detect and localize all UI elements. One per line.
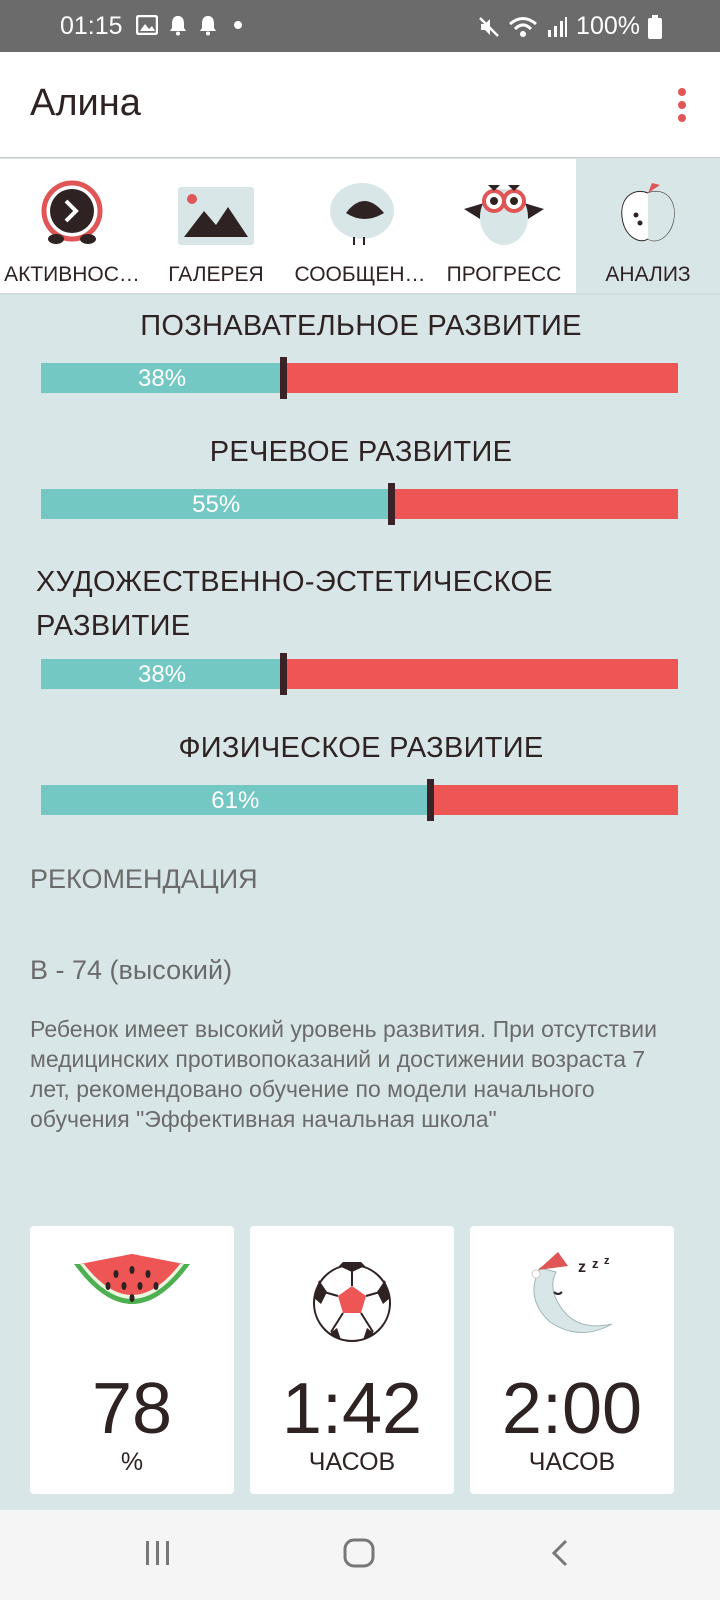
tab-messages[interactable] (288, 159, 432, 293)
progress-percent: 38% (137, 365, 187, 392)
page-title: Алина (30, 82, 141, 124)
bird-icon (324, 179, 400, 249)
recommendation-text: Ребенок имеет высокий уровень развития. При отсутствии медицинских противопоказаний и достижении возраста 7 лет, рекомендовано обучение по модели начального обучения "Эффективная начальная школа" (30, 1016, 657, 1132)
app-bar (0, 52, 720, 158)
svg-text:z: z (592, 1256, 599, 1271)
card-unit: ЧАСОВ (308, 1448, 396, 1476)
tab-bar (0, 159, 720, 295)
gallery-icon (178, 187, 254, 249)
image-notification-icon (136, 15, 158, 35)
card-sleep[interactable] (470, 1226, 674, 1494)
tab-label: АКТИВНОС… (4, 263, 140, 286)
tab-label: СООБЩЕН… (294, 263, 426, 286)
soccer-ball-icon (311, 1262, 393, 1344)
signal-icon (546, 16, 568, 38)
svg-text:z: z (578, 1259, 586, 1276)
tab-label: ПРОГРЕСС (446, 263, 562, 286)
progress-marker (427, 779, 434, 821)
progress-marker (388, 483, 395, 525)
progress-marker (280, 653, 287, 695)
tab-activity[interactable] (0, 159, 144, 293)
sleeping-moon-icon (520, 1248, 624, 1338)
owl-icon (460, 179, 548, 249)
status-bar (0, 0, 720, 52)
tab-progress[interactable] (432, 159, 576, 293)
system-nav-bar (0, 1510, 720, 1600)
recommendation-title: РЕКОМЕНДАЦИЯ (30, 864, 258, 894)
svg-text:z: z (604, 1255, 610, 1267)
tab-analysis[interactable] (576, 159, 720, 293)
mute-icon (478, 16, 500, 38)
card-value: 1:42 (281, 1369, 423, 1449)
more-menu-icon[interactable] (674, 88, 690, 124)
progress-percent: 55% (192, 491, 241, 518)
apple-icon (612, 179, 684, 251)
tab-label: ГАЛЕРЕЯ (168, 263, 264, 286)
card-activity[interactable] (250, 1226, 454, 1494)
progress-percent: 61% (211, 787, 260, 814)
back-icon[interactable] (548, 1538, 572, 1568)
progress-bar-artistic (41, 659, 678, 689)
bell-icon (168, 14, 188, 36)
progress-percent: 38% (137, 661, 187, 688)
card-unit: % (120, 1448, 144, 1476)
recommendation-score: В - 74 (высокий) (30, 955, 233, 985)
metric-title-speech: РЕЧЕВОЕ РАЗВИТИЕ (209, 436, 513, 468)
home-icon[interactable] (342, 1538, 376, 1568)
wifi-icon (508, 16, 538, 38)
bell-icon-2 (198, 14, 218, 36)
progress-bar-speech (41, 489, 678, 519)
metric-title-artistic: ХУДОЖЕСТВЕННО-ЭСТЕТИЧЕСКОЕ РАЗВИТИЕ (36, 566, 553, 642)
progress-bar-cognitive (41, 363, 678, 393)
battery-icon (648, 15, 662, 39)
progress-bar-physical (41, 785, 678, 815)
card-value: 2:00 (501, 1369, 643, 1449)
card-nutrition[interactable] (30, 1226, 234, 1494)
battery-percent: 100% (576, 12, 640, 40)
progress-marker (280, 357, 287, 399)
metric-title-cognitive: ПОЗНАВАТЕЛЬНОЕ РАЗВИТИЕ (140, 310, 582, 342)
card-unit: ЧАСОВ (528, 1448, 616, 1476)
clock-icon (36, 179, 108, 251)
watermelon-icon (70, 1254, 194, 1324)
tab-label: АНАЛИЗ (605, 263, 691, 286)
dot-icon (234, 21, 242, 29)
metric-title-physical: ФИЗИЧЕСКОЕ РАЗВИТИЕ (178, 732, 544, 764)
tab-gallery[interactable] (144, 159, 288, 293)
card-value: 78 (91, 1369, 173, 1449)
recent-apps-icon[interactable] (142, 1538, 174, 1568)
status-time: 01:15 (60, 12, 123, 40)
